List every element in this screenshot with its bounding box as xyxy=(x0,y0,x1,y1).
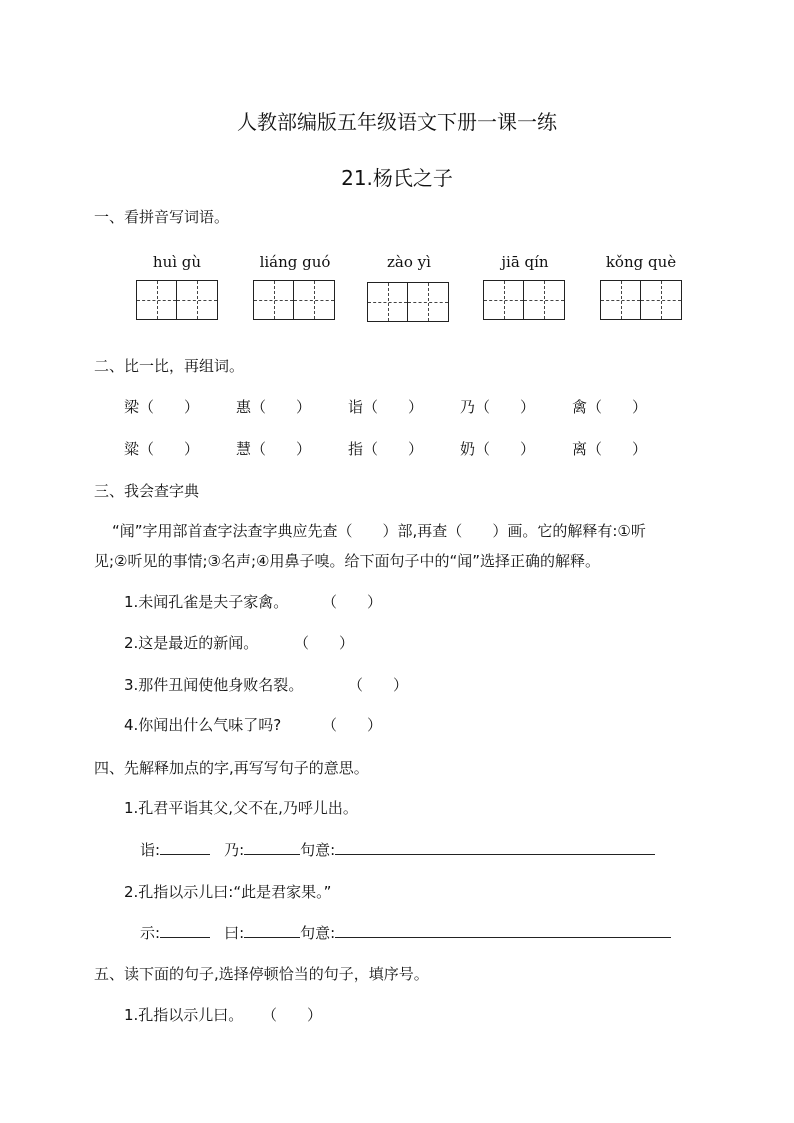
blank-input[interactable] xyxy=(160,923,210,938)
writing-grid-5[interactable] xyxy=(600,280,682,320)
compare-item[interactable]: 诣（ ） xyxy=(348,398,424,416)
question-text: 3.那件丑闻使他身败名裂。 xyxy=(124,676,304,694)
blank-input[interactable] xyxy=(160,840,210,855)
writing-grid-3[interactable] xyxy=(367,282,449,322)
compare-item[interactable]: 禽（ ） xyxy=(572,398,648,416)
grid-cell[interactable] xyxy=(601,281,641,319)
section4-heading: 四、先解释加点的字,再写写句子的意思。 xyxy=(94,759,369,777)
grid-cell[interactable] xyxy=(177,281,217,319)
blank-input[interactable] xyxy=(244,923,300,938)
section5-heading: 五、读下面的句子,选择停顿恰当的句子，填序号。 xyxy=(94,965,429,983)
blank-input[interactable] xyxy=(335,923,671,938)
answer-paren[interactable]: （ ） xyxy=(322,593,383,611)
writing-grid-2[interactable] xyxy=(253,280,335,320)
answer-paren[interactable]: （ ） xyxy=(262,1006,323,1024)
section1-heading: 一、看拼音写词语。 xyxy=(94,208,230,226)
pinyin-2: liáng guó xyxy=(259,253,331,271)
pinyin-5: kǒng què xyxy=(605,253,677,271)
blank-input[interactable] xyxy=(335,840,655,855)
compare-item[interactable]: 慧（ ） xyxy=(236,440,312,458)
pinyin-3: zào yì xyxy=(387,253,431,271)
answer-line-row xyxy=(140,922,671,943)
section2-heading: 二、比一比，再组词。 xyxy=(94,357,245,375)
grid-cell[interactable] xyxy=(137,281,177,319)
compare-item[interactable]: 指（ ） xyxy=(348,440,424,458)
question-text: 2.孔指以示儿曰:“此是君家果。” xyxy=(124,883,332,901)
compare-item[interactable]: 奶（ ） xyxy=(460,440,536,458)
label-nai: 乃: xyxy=(224,841,245,859)
label-shi: 示: xyxy=(140,924,161,942)
compare-item[interactable]: 粱（ ） xyxy=(124,440,200,458)
answer-paren[interactable]: （ ） xyxy=(322,716,383,734)
grid-cell[interactable] xyxy=(368,283,408,321)
grid-cell[interactable] xyxy=(408,283,448,321)
label-meaning: 句意: xyxy=(300,841,336,859)
grid-cell[interactable] xyxy=(524,281,564,319)
page-title: 人教部编版五年级语文下册一课一练 xyxy=(237,110,557,134)
label-yi: 诣: xyxy=(140,841,161,859)
section3-paragraph-line2: 见;②听见的事情;③名声;④用鼻子嗅。给下面句子中的“闻”选择正确的解释。 xyxy=(94,552,601,570)
answer-paren[interactable]: （ ） xyxy=(294,634,355,652)
answer-paren[interactable]: （ ） xyxy=(348,676,409,694)
question-text: 1.孔指以示儿曰。 xyxy=(124,1006,244,1024)
blank-input[interactable] xyxy=(244,840,300,855)
section3-heading: 三、我会查字典 xyxy=(94,482,200,500)
pinyin-1: huì gù xyxy=(152,253,202,271)
writing-grid-4[interactable] xyxy=(483,280,565,320)
question-text: 2.这是最近的新闻。 xyxy=(124,634,259,652)
compare-item[interactable]: 离（ ） xyxy=(572,440,648,458)
compare-item[interactable]: 梁（ ） xyxy=(124,398,200,416)
compare-item[interactable]: 惠（ ） xyxy=(236,398,312,416)
answer-line-row xyxy=(140,839,655,860)
lesson-title: 21.杨氏之子 xyxy=(341,166,453,190)
pinyin-4: jiā qín xyxy=(501,253,549,271)
section3-paragraph-line1: “闻”字用部首查字法查字典应先查（ ）部,再查（ ）画。它的解释有:①听 xyxy=(112,522,646,540)
label-meaning: 句意: xyxy=(300,924,336,942)
question-text: 1.未闻孔雀是夫子家禽。 xyxy=(124,593,289,611)
question-text: 4.你闻出什么气味了吗? xyxy=(124,716,282,734)
compare-item[interactable]: 乃（ ） xyxy=(460,398,536,416)
grid-cell[interactable] xyxy=(641,281,681,319)
question-text: 1.孔君平诣其父,父不在,乃呼儿出。 xyxy=(124,799,358,817)
grid-cell[interactable] xyxy=(484,281,524,319)
grid-cell[interactable] xyxy=(294,281,334,319)
writing-grid-1[interactable] xyxy=(136,280,218,320)
label-yue: 曰: xyxy=(224,924,245,942)
grid-cell[interactable] xyxy=(254,281,294,319)
